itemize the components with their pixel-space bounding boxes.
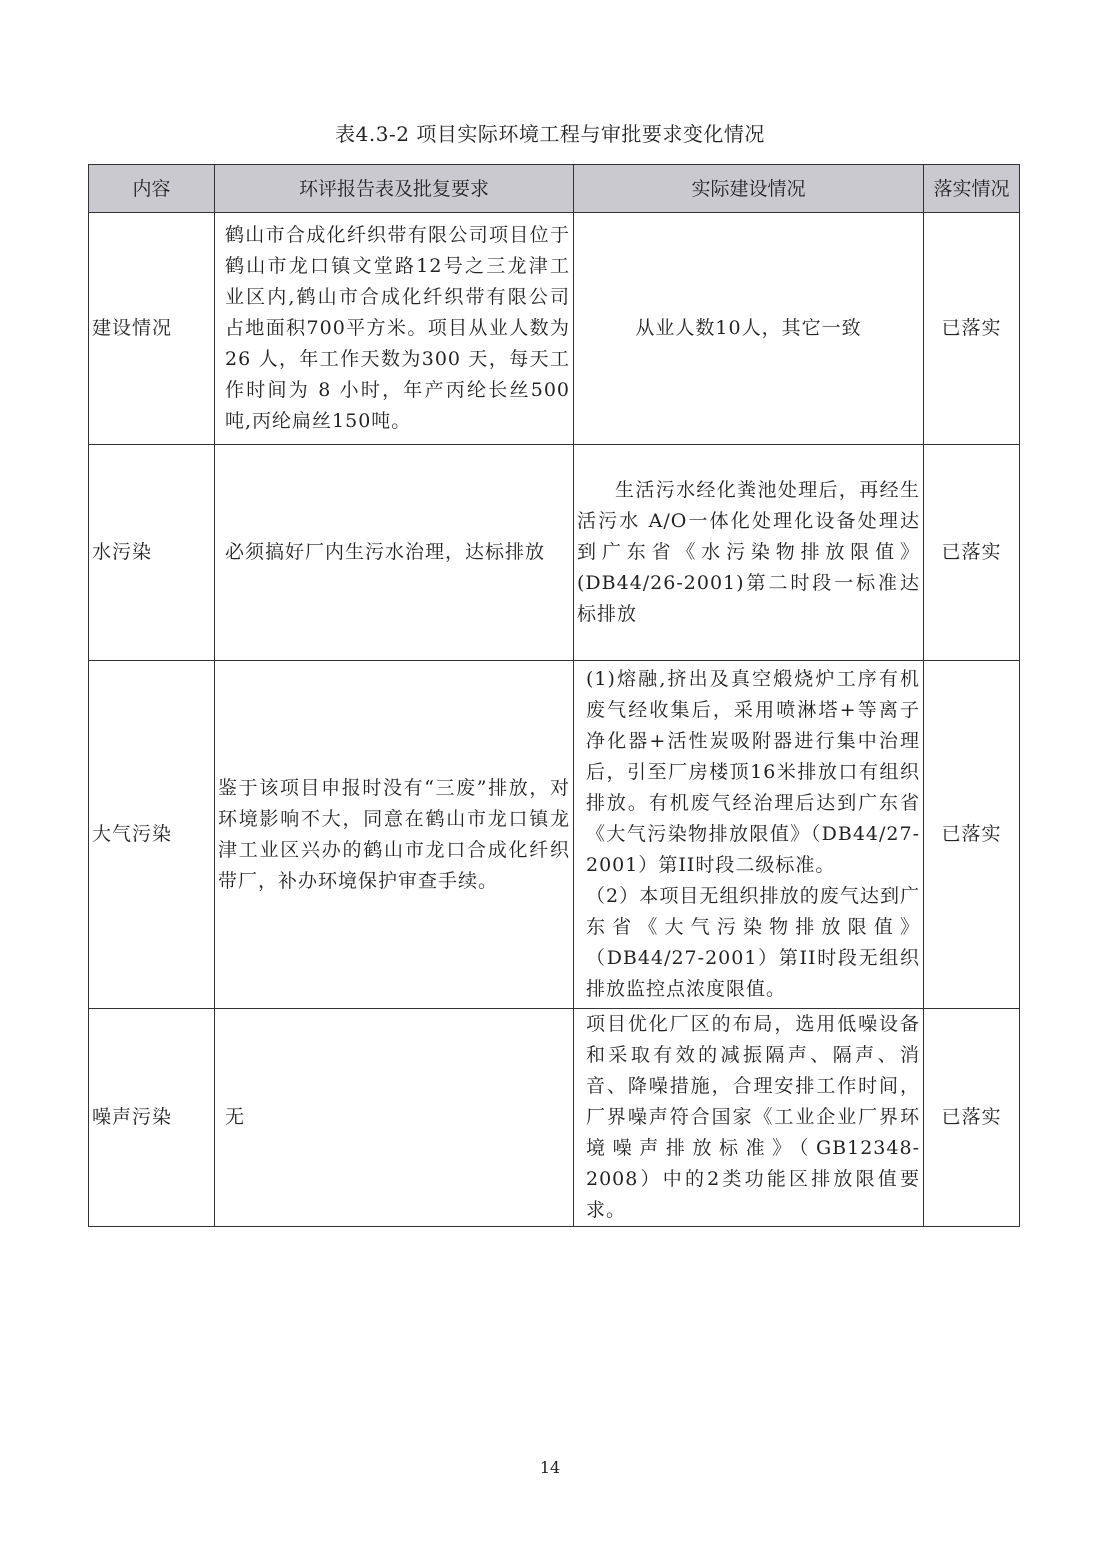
row-topic: 建设情况 <box>89 213 215 445</box>
header-actual-construction: 实际建设情况 <box>574 165 924 213</box>
row-requirement: 必须搞好厂内生污水治理，达标排放 <box>215 445 574 661</box>
comparison-table <box>88 164 1020 1227</box>
table-row <box>89 661 1020 1009</box>
row-topic: 噪声污染 <box>89 1009 215 1227</box>
header-content: 内容 <box>89 165 215 213</box>
row-status: 已落实 <box>924 213 1020 445</box>
header-eia-requirement: 环评报告表及批复要求 <box>215 165 574 213</box>
actual-part-1: (1)熔融,挤出及真空煅烧炉工序有机废气经收集后，采用喷淋塔+等离子净化器+活性炭吸附器进行集中治理后，引至厂房楼顶16米排放口有组织排放。有机废气经治理后达到广东省《大气污染物排放限值》（DB44/27-2001）第II时段二级标准。 <box>586 668 920 876</box>
table-title: 表4.3-2 项目实际环境工程与审批要求变化情况 <box>335 122 765 146</box>
actual-part-2: （2）本项目无组织排放的废气达到广东省《大气污染物排放限值》（DB44/27-2001）第II时段无组织排放监控点浓度限值。 <box>586 885 920 1000</box>
row-topic: 水污染 <box>89 445 215 661</box>
table-row <box>89 1009 1020 1227</box>
row-requirement: 无 <box>215 1009 574 1227</box>
table-header-row <box>89 165 1020 213</box>
row-actual: 生活污水经化粪池处理后，再经生活污水 A/O一体化处理化设备处理达到广东省《水污染物排放限值》(DB44/26-2001)第二时段一标准达标排放 <box>574 445 924 661</box>
row-actual: 从业人数10人，其它一致 <box>574 213 924 445</box>
page-number: 14 <box>539 1458 561 1477</box>
row-status: 已落实 <box>924 445 1020 661</box>
row-status: 已落实 <box>924 661 1020 1009</box>
row-actual: 项目优化厂区的布局，选用低噪设备和采取有效的减振隔声、隔声、消音、降噪措施，合理安排工作时间， 厂界噪声符合国家《工业企业厂界环境噪声排放标准》（GB12348-2008）中的2类功能区排放限值要求。 <box>574 1009 924 1227</box>
header-implementation-status: 落实情况 <box>924 165 1020 213</box>
row-requirement: 鉴于该项目申报时没有“三废”排放，对环境影响不大，同意在鹤山市龙口镇龙津工业区兴办的鹤山市龙口合成化纤织带厂，补办环境保护审查手续。 <box>215 661 574 1009</box>
table-row <box>89 213 1020 445</box>
row-topic: 大气污染 <box>89 661 215 1009</box>
table-row <box>89 445 1020 661</box>
row-actual <box>574 661 924 1009</box>
row-requirement: 鹤山市合成化纤织带有限公司项目位于鹤山市龙口镇文堂路12号之三龙津工业区内,鹤山市合成化纤织带有限公司占地面积700平方米。项目从业人数为26 人，年工作天数为300 天，每天工作时间为 8 小时，年产丙纶长丝500吨,丙纶扁丝150吨。 <box>215 213 574 445</box>
row-status: 已落实 <box>924 1009 1020 1227</box>
